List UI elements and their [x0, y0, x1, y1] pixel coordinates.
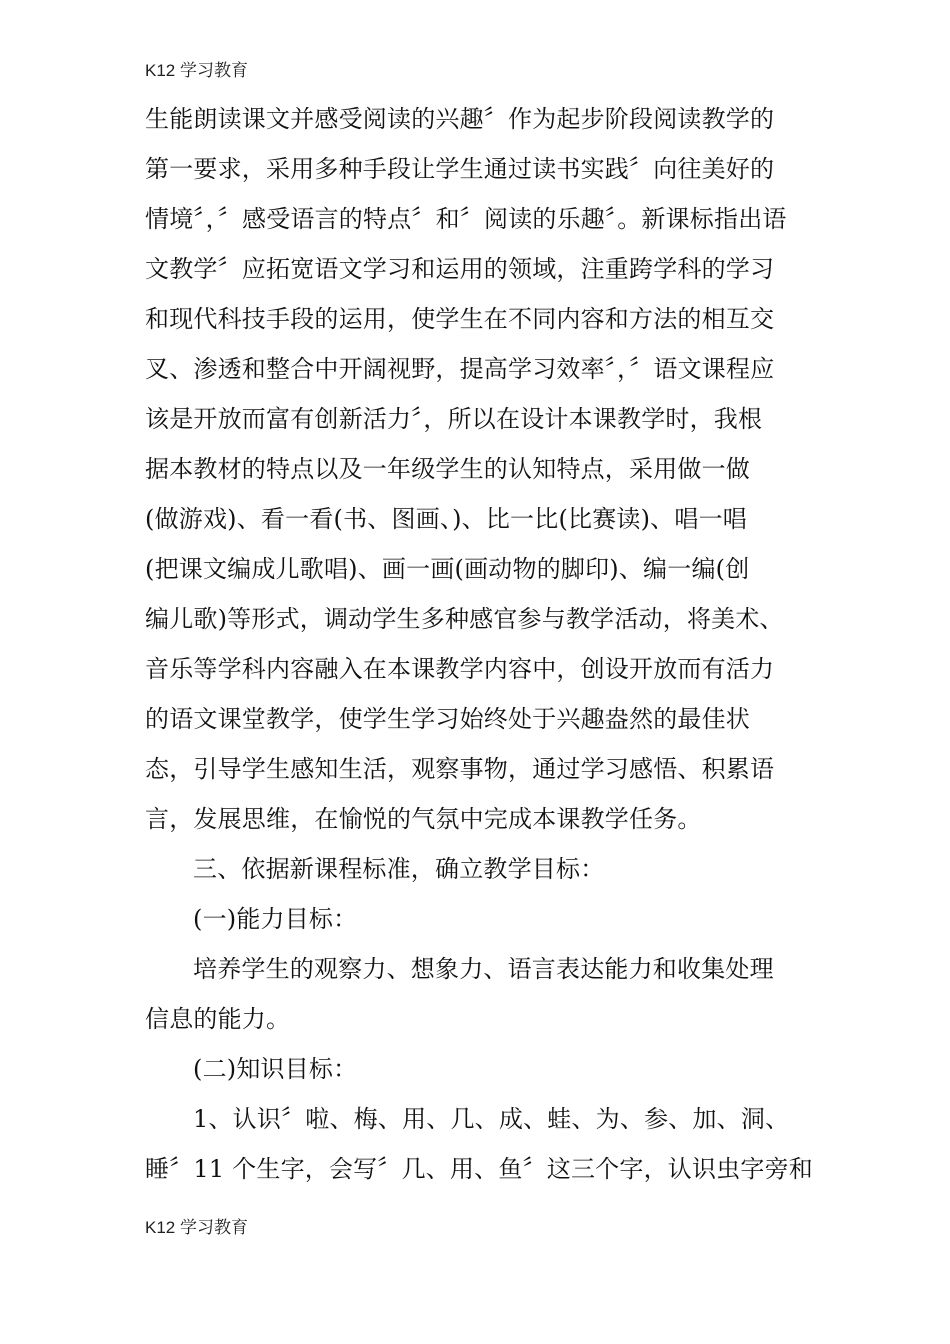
text-line: 文教学〞应拓宽语文学习和运用的领域，注重跨学科的学习: [145, 255, 775, 283]
text-line: 培养学生的观察力、想象力、语言表达能力和收集处理: [193, 955, 774, 983]
subsection-heading: (一)能力目标：: [193, 905, 358, 933]
subsection-heading: (二)知识目标：: [193, 1055, 358, 1083]
text-line: 情境〞，〞感受语言的特点〞和〞阅读的乐趣〞。新课标指出语: [145, 205, 787, 233]
page-footer: K12 学习教育: [145, 1218, 248, 1237]
text-line: 生能朗读课文并感受阅读的兴趣〞作为起步阶段阅读教学的: [145, 105, 775, 133]
text-line: 言，发展思维，在愉悦的气氛中完成本课教学任务。: [145, 805, 702, 833]
text-line: 1、认识〞啦、梅、用、几、成、蛙、为、参、加、洞、: [193, 1105, 790, 1133]
page-header: K12 学习教育: [145, 61, 248, 80]
text-line: (做游戏)、看一看(书、图画、)、比一比(比赛读)、唱一唱: [145, 505, 747, 533]
text-line: 该是开放而富有创新活力〞，所以在设计本课教学时，我根: [145, 405, 763, 433]
text-line: 编儿歌)等形式，调动学生多种感官参与教学活动，将美术、: [145, 605, 784, 633]
text-line: 据本教材的特点以及一年级学生的认知特点，采用做一做: [145, 455, 750, 483]
section-heading: 三、依据新课程标准，确立教学目标：: [193, 855, 605, 883]
text-line: 音乐等学科内容融入在本课教学内容中，创设开放而有活力: [145, 655, 775, 683]
text-line: 的语文课堂教学，使学生学习始终处于兴趣盎然的最佳状: [145, 705, 750, 733]
document-body: [145, 94, 825, 1194]
text-line: (把课文编成儿歌唱)、画一画(画动物的脚印)、编一编(创: [145, 555, 750, 583]
text-line: 叉、渗透和整合中开阔视野，提高学习效率〞，〞语文课程应: [145, 355, 775, 383]
text-line: 态，引导学生感知生活，观察事物，通过学习感悟、积累语: [145, 755, 775, 783]
text-line: 信息的能力。: [145, 1005, 291, 1033]
text-line: 第一要求，采用多种手段让学生通过读书实践〞向往美好的: [145, 155, 775, 183]
text-line: 和现代科技手段的运用，使学生在不同内容和方法的相互交: [145, 305, 775, 333]
text-line: 睡〞11 个生字，会写〞几、用、鱼〞这三个字，认识虫字旁和: [145, 1155, 813, 1183]
